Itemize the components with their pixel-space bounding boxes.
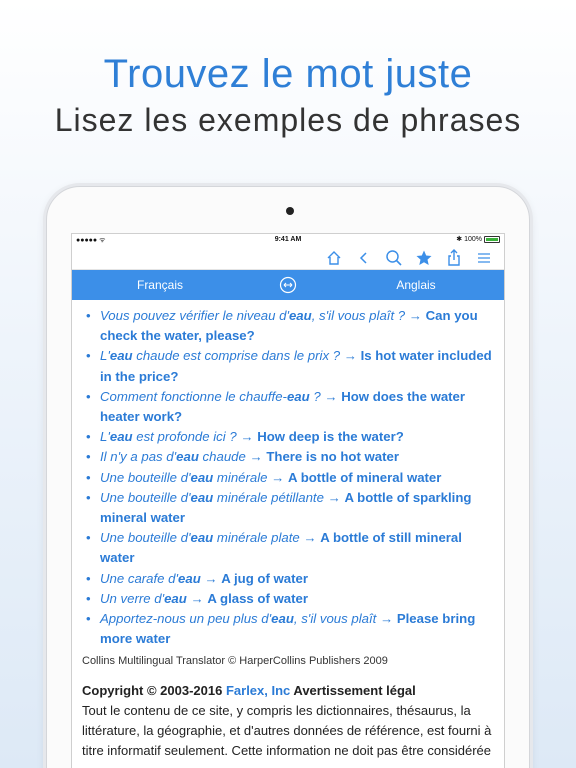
bluetooth-icon: ✱ <box>456 236 463 243</box>
target-language[interactable]: Anglais <box>396 278 436 292</box>
battery-percent: 100% <box>464 235 482 243</box>
camera-dot <box>286 207 294 215</box>
example-item: • Il n'y a pas d'eau chaude → There is no hot water <box>82 447 494 467</box>
french-phrase: Une bouteille d'eau minérale pétillante <box>100 489 324 505</box>
status-time: 9:41 AM <box>274 236 302 243</box>
french-phrase: Une bouteille d'eau minérale plate <box>100 530 300 546</box>
home-icon[interactable] <box>324 248 344 268</box>
example-item: • Un verre d'eau → A glass of water <box>82 589 494 609</box>
english-translation: A bottle of mineral water <box>288 469 442 485</box>
bullet: • <box>86 530 91 546</box>
english-translation: Can you check the water, please? <box>100 308 478 344</box>
headword: eau <box>286 388 310 404</box>
headword: eau <box>190 469 214 485</box>
bullet: • <box>86 489 91 505</box>
headword: eau <box>271 611 294 627</box>
french-phrase: Vous pouvez vérifier le niveau d'eau, s'il vous plaît ? <box>100 308 406 323</box>
ipad-frame <box>46 186 530 768</box>
headword: eau <box>109 348 133 364</box>
attribution: Collins Multilingual Translator © HarperCollins Publishers 2009 <box>82 655 388 668</box>
english-translation: A glass of water <box>207 590 308 606</box>
app-screen <box>71 233 505 768</box>
source-language[interactable]: Français <box>136 278 183 292</box>
content-area <box>72 300 504 761</box>
toolbar <box>72 246 504 270</box>
example-item: • Une bouteille d'eau minérale plate → A bottle of still mineral water <box>86 530 462 566</box>
headword: eau <box>164 590 187 606</box>
headword: eau <box>288 308 312 323</box>
example-item: • Comment fonctionne le chauffe-eau ? → How does the water heater work? <box>86 388 466 425</box>
swap-languages-icon[interactable] <box>248 276 328 294</box>
bullet: • <box>86 469 91 485</box>
example-item: • L'eau est profonde ici ? → How deep is the water? <box>82 427 494 447</box>
english-translation: There is no hot water <box>266 449 399 465</box>
example-item: • Une bouteille d'eau minérale pétillante → A bottle of sparkling mineral water <box>86 489 472 526</box>
bullet: • <box>86 348 91 364</box>
bullet: • <box>86 570 91 586</box>
subline: Lisez les exemples de phrases <box>54 102 522 138</box>
status-bar <box>72 234 504 246</box>
star-icon[interactable] <box>414 248 434 268</box>
copyright-block <box>82 681 494 761</box>
copyright-body: Tout le contenu de ce site, y compris les dictionnaires, thésaurus, la littérature, la géographie, et d'autres données de référence, est fourni à titre informatif seulement. Cette information ne doit pas être considérée <box>82 703 492 759</box>
french-phrase: Un verre d'eau <box>100 590 187 606</box>
french-phrase: L'eau est profonde ici ? <box>100 429 237 445</box>
example-item: • Apportez-nous un peu plus d'eau, s'il vous plaît → Please bring more water <box>86 611 476 647</box>
french-phrase: L'eau chaude est comprise dans le prix ? <box>100 348 341 364</box>
bullet: • <box>86 590 91 606</box>
menu-icon[interactable] <box>474 248 494 268</box>
bullet: • <box>86 611 91 627</box>
french-phrase: Il n'y a pas d'eau chaude <box>100 449 246 465</box>
signal-indicator: ●●●●● ᯤ <box>76 237 106 244</box>
example-item: • Une bouteille d'eau minérale → A bottle of mineral water <box>82 468 494 488</box>
example-item: • Une carafe d'eau → A jug of water <box>82 569 494 589</box>
english-translation: How deep is the water? <box>257 429 404 445</box>
headword: eau <box>178 570 201 586</box>
french-phrase: Une carafe d'eau <box>100 570 201 586</box>
language-bar <box>72 270 504 300</box>
english-translation: A bottle of sparkling mineral water <box>100 489 472 526</box>
back-icon[interactable] <box>354 248 374 268</box>
english-translation: A jug of water <box>221 570 308 586</box>
share-icon[interactable] <box>444 248 464 268</box>
english-translation: Please bring more water <box>100 611 476 647</box>
english-translation: How does the water heater work? <box>100 388 466 425</box>
bullet: • <box>86 449 91 465</box>
bullet: • <box>86 388 91 404</box>
english-translation: Is hot water included in the price? <box>100 348 492 384</box>
headword: eau <box>176 449 199 465</box>
english-translation: A bottle of still mineral water <box>100 530 462 566</box>
example-list <box>82 306 494 649</box>
farlex-link[interactable]: Farlex, Inc <box>225 683 291 699</box>
french-phrase: Comment fonctionne le chauffe-eau ? <box>100 388 321 404</box>
french-phrase: Apportez-nous un peu plus d'eau, s'il vous plaît <box>100 611 377 627</box>
legal-notice-link[interactable]: Avertissement légal <box>290 683 416 699</box>
battery-icon <box>484 236 500 243</box>
headline: Trouvez le mot juste <box>103 52 473 96</box>
bullet: • <box>86 429 91 445</box>
search-icon[interactable] <box>384 248 404 268</box>
headword: eau <box>190 530 214 546</box>
example-item: • Vous pouvez vérifier le niveau d'eau, s'il vous plaît ? → Can you check the water, please? <box>86 308 478 344</box>
french-phrase: Une bouteille d'eau minérale <box>100 469 268 485</box>
headword: eau <box>109 429 133 445</box>
copyright-prefix: Copyright © 2003-2016 <box>82 683 226 699</box>
status-right <box>456 235 500 243</box>
headword: eau <box>190 489 214 505</box>
bullet: • <box>86 308 91 323</box>
example-item: • L'eau chaude est comprise dans le prix ? → Is hot water included in the price? <box>86 348 492 384</box>
